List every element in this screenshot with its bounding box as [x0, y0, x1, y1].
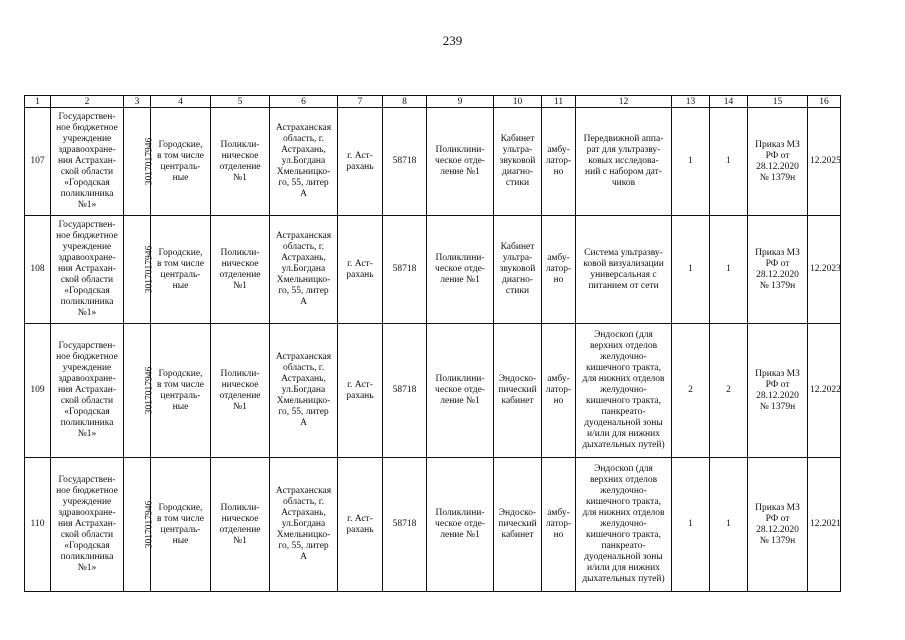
header-cell: 4	[151, 96, 211, 108]
header-cell: 13	[672, 96, 710, 108]
row-number: 107	[25, 108, 51, 216]
header-cell: 12	[576, 96, 672, 108]
code-cell: 58718	[383, 324, 427, 458]
header-cell: 11	[542, 96, 576, 108]
header-cell: 16	[808, 96, 841, 108]
equipment-table	[24, 95, 841, 592]
inn-text: 3017017946	[144, 137, 155, 186]
department-cell: Поликли- ническое отделение №1	[211, 458, 270, 592]
header-cell: 9	[427, 96, 494, 108]
header-cell: 8	[383, 96, 427, 108]
row-number: 108	[25, 216, 51, 324]
inn-text: 3017017946	[144, 245, 155, 294]
order-cell: Приказ МЗ РФ от 28.12.2020 № 1379н	[748, 216, 808, 324]
code-cell: 58718	[383, 108, 427, 216]
category-cell: Городские, в том числе централь- ные	[151, 108, 211, 216]
header-cell: 7	[338, 96, 383, 108]
date-cell: 12.2021	[808, 458, 841, 592]
address-cell: Астраханская область, г. Астрахань, ул.Богдана Хмельницко- го, 55, литер А	[270, 458, 338, 592]
institution-cell: Государствен- ное бюджетное учреждение здравоохране- ния Астрахан- ской области «Городская поликлиника №1»	[51, 458, 124, 592]
order-cell: Приказ МЗ РФ от 28.12.2020 № 1379н	[748, 324, 808, 458]
address-cell: Астраханская область, г. Астрахань, ул.Богдана Хмельницко- го, 55, литер А	[270, 324, 338, 458]
care-cell: амбу- латор- но	[542, 458, 576, 592]
inn-cell	[124, 324, 155, 458]
category-cell: Городские, в том числе централь- ные	[151, 324, 211, 458]
unit-cell: Поликлини- ческое отде- ление №1	[427, 324, 494, 458]
inn-text: 3017017946	[144, 500, 155, 549]
date-cell: 12.2025	[808, 108, 841, 216]
care-cell: амбу- латор- но	[542, 324, 576, 458]
unit-cell: Поликлини- ческое отде- ление №1	[427, 108, 494, 216]
header-cell: 14	[710, 96, 748, 108]
unit-cell: Поликлини- ческое отде- ление №1	[427, 216, 494, 324]
header-row	[25, 96, 841, 108]
department-cell: Поликли- ническое отделение №1	[211, 216, 270, 324]
city-cell: г. Аст- рахань	[338, 108, 383, 216]
table-row	[25, 458, 841, 592]
quantity-cell: 2	[710, 324, 748, 458]
header-cell: 6	[270, 96, 338, 108]
table-row	[25, 324, 841, 458]
page-number: 239	[442, 33, 463, 48]
institution-cell: Государствен- ное бюджетное учреждение здравоохране- ния Астрахан- ской области «Городская поликлиника №1»	[51, 216, 124, 324]
department-cell: Поликли- ническое отделение №1	[211, 324, 270, 458]
room-cell: Кабинет ультра- звуковой диагно- стики	[494, 108, 542, 216]
room-cell: Кабинет ультра- звуковой диагно- стики	[494, 216, 542, 324]
header-cell: 5	[211, 96, 270, 108]
inn-cell	[124, 108, 155, 216]
quantity-cell: 1	[710, 108, 748, 216]
quantity-cell: 1	[672, 458, 710, 592]
date-cell: 12.2023	[808, 216, 841, 324]
unit-cell: Поликлини- ческое отде- ление №1	[427, 458, 494, 592]
city-cell: г. Аст- рахань	[338, 324, 383, 458]
row-number: 109	[25, 324, 51, 458]
quantity-cell: 1	[710, 216, 748, 324]
code-cell: 58718	[383, 458, 427, 592]
quantity-cell: 1	[710, 458, 748, 592]
care-cell: амбу- латор- но	[542, 108, 576, 216]
equipment-cell: Система ультразву- ковой визуализации универсальная с питанием от сети	[576, 216, 672, 324]
department-cell: Поликли- ническое отделение №1	[211, 108, 270, 216]
room-cell: Эндоско- пический кабинет	[494, 458, 542, 592]
header-cell: 3	[124, 96, 151, 108]
row-number: 110	[25, 458, 51, 592]
header-cell: 2	[51, 96, 124, 108]
city-cell: г. Аст- рахань	[338, 216, 383, 324]
order-cell: Приказ МЗ РФ от 28.12.2020 № 1379н	[748, 108, 808, 216]
care-cell: амбу- латор- но	[542, 216, 576, 324]
quantity-cell: 1	[672, 216, 710, 324]
date-cell: 12.2022	[808, 324, 841, 458]
header-cell: 1	[25, 96, 51, 108]
address-cell: Астраханская область, г. Астрахань, ул.Богдана Хмельницко- го, 55, литер А	[270, 108, 338, 216]
room-cell: Эндоско- пический кабинет	[494, 324, 542, 458]
institution-cell: Государствен- ное бюджетное учреждение здравоохране- ния Астрахан- ской области «Городская поликлиника №1»	[51, 324, 124, 458]
equipment-cell: Эндоскоп (для верхних отделов желудочно- кишечного тракта, для нижних отделов желудочно- кишечного тракта, панкреато- дуоденальной зоны и/или для нижних дыхательных путей)	[576, 458, 672, 592]
address-cell: Астраханская область, г. Астрахань, ул.Богдана Хмельницко- го, 55, литер А	[270, 216, 338, 324]
equipment-cell: Передвижной аппа- рат для ультразву- ковых исследова- ний с набором дат- чиков	[576, 108, 672, 216]
table-row	[25, 108, 841, 216]
inn-text: 3017017946	[144, 366, 155, 415]
inn-cell	[124, 216, 155, 324]
code-cell: 58718	[383, 216, 427, 324]
institution-cell: Государствен- ное бюджетное учреждение здравоохране- ния Астрахан- ской области «Городская поликлиника №1»	[51, 108, 124, 216]
city-cell: г. Аст- рахань	[338, 458, 383, 592]
table-row	[25, 216, 841, 324]
header-cell: 10	[494, 96, 542, 108]
category-cell: Городские, в том числе централь- ные	[151, 458, 211, 592]
quantity-cell: 1	[672, 108, 710, 216]
header-cell: 15	[748, 96, 808, 108]
order-cell: Приказ МЗ РФ от 28.12.2020 № 1379н	[748, 458, 808, 592]
category-cell: Городские, в том числе централь- ные	[151, 216, 211, 324]
quantity-cell: 2	[672, 324, 710, 458]
inn-cell	[124, 458, 155, 592]
equipment-cell: Эндоскоп (для верхних отделов желудочно- кишечного тракта, для нижних отделов желудочно- кишечного тракта, панкреато- дуоденальной зоны и/или для нижних дыхательных путей)	[576, 324, 672, 458]
